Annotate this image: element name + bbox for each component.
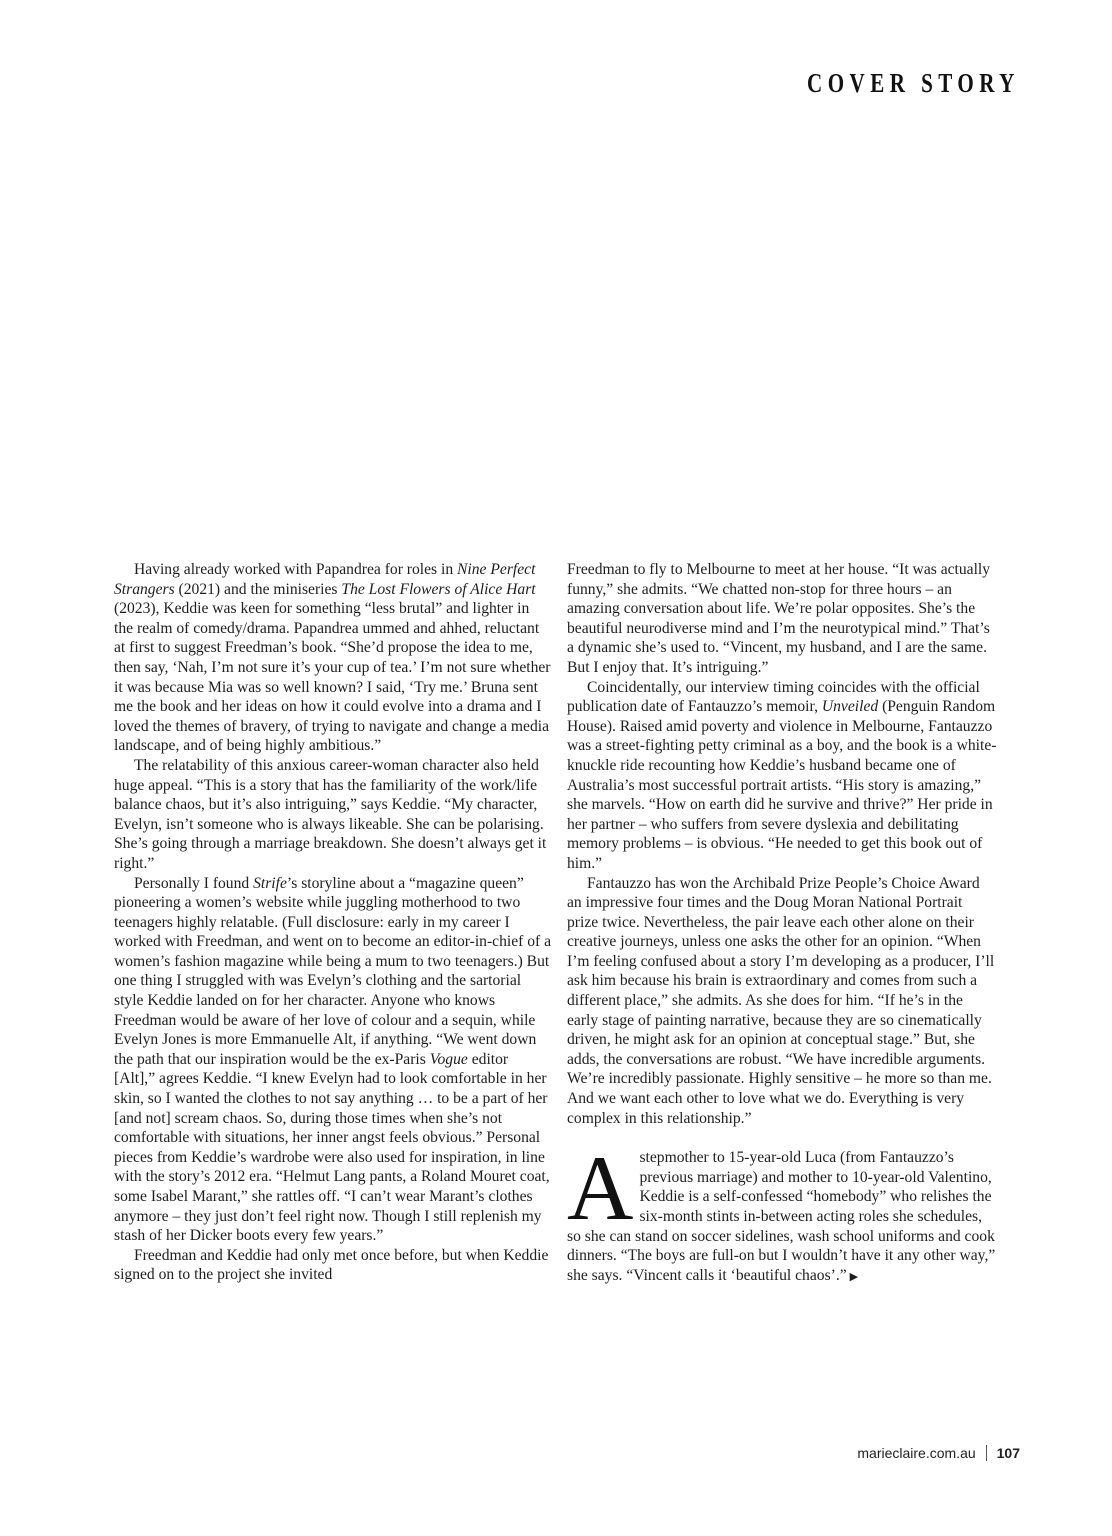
article-paragraph bbox=[567, 560, 997, 678]
paragraph-text: Freedman to fly to Melbourne to meet at her house. “It was actually funny,” she admits. “We chatted non-stop for three hours – an amazing conversation about life. We’re polar opposites. She’s the beautiful neurodiverse mind and I’m the neurotypical mind.” That’s a dynamic she’s used to. “Vincent, my husband, and I are the same. But I enjoy that. It’s intriguing.” bbox=[567, 561, 991, 676]
article-paragraph bbox=[114, 1246, 552, 1285]
italic-title: Unveiled bbox=[821, 698, 879, 716]
paragraph-text: Freedman and Keddie had only met once before, but when Keddie signed on to the project she invited bbox=[114, 1246, 549, 1284]
paragraph-text: Personally I found bbox=[134, 874, 254, 892]
article-paragraph bbox=[567, 874, 997, 1129]
paragraph-text: The relatability of this anxious career-woman character also held huge appeal. “This is a story that has the familiarity of the work/life balance chaos, but it’s also intriguing,” says Keddie. “My character, Evelyn, isn’t someone who is always likeable. She can be polarising. She’s going through a marriage breakdown. She doesn’t always get it right.” bbox=[114, 756, 547, 872]
footer-website: marieclaire.com.au bbox=[857, 1445, 976, 1461]
article-column-right bbox=[567, 560, 997, 1287]
paragraph-text: (2021) and the miniseries bbox=[174, 580, 342, 598]
article-paragraph bbox=[567, 678, 997, 874]
article-paragraph bbox=[114, 560, 552, 756]
paragraph-text: (2023), Keddie was keen for something “less brutal” and lighter in the realm of comedy/drama. Papandrea ummed and ahhed, reluctant at first to suggest Freedman’s book. “She’d propose the idea to me, then say, ‘Nah, I’m not sure it’s your cup of tea.’ I’m not sure whether it was because Mia was so well known? I said, ‘Try me.’ Bruna sent me the book and her ideas on how it could evolve into a drama and I loved the themes of bravery, of trying to navigate and change a media landscape, and of being highly ambitious.” bbox=[114, 600, 551, 755]
paragraph-text: editor [Alt],” agrees Keddie. “I knew Evelyn had to look comfortable in her skin, so I wanted the clothes to not say anything … to be a part of her [and not] scream chaos. So, during those times when she’s not comfortable with situations, her inner angst feels obvious.” Personal pieces from Keddie’s wardrobe were also used for inspiration, in line with the story’s 2012 era. “Helmut Lang pants, a Roland Mouret coat, some Isabel Marant,” she rattles off. “I can’t wear Marant’s clothes anymore – they just don’t feel right now. Though I still replenish my stash of her Dicker boots every few years.” bbox=[114, 1050, 550, 1245]
article-paragraph bbox=[114, 874, 552, 1246]
paragraph-text: (Penguin Random House). Raised amid poverty and violence in Melbourne, Fantauzzo was a street-fighting petty criminal as a boy, and the book is a white-knuckle ride recounting how Keddie’s husband became one of Australia’s most successful portrait artists. “His story is amazing,” she marvels. “How on earth did he survive and thrive?” Her pride in her partner – who suffers from severe dyslexia and debilitating memory problems – is obvious. “He needed to get this book out of him.” bbox=[567, 698, 997, 872]
section-label: COVER STORY bbox=[807, 68, 1020, 98]
page-footer bbox=[857, 1445, 1020, 1461]
paragraph-text: Fantauzzo has won the Archibald Prize People’s Choice Award an impressive four times and the Doug Moran National Portrait prize twice. Nevertheless, the pair leave each other alone on their creative journeys, unless one asks the other for an opinion. “When I’m feeling confused about a story I’m developing as a producer, I’ll ask him because his brain is extraordinary and comes from such a different place,” she admits. As she does for him. “If he’s in the early stage of painting narrative, because they are so cinematically driven, he might ask for an opinion at conceptual stage.” But, she adds, the conversations are robust. “We have incredible arguments. We’re incredibly passionate. Highly sensitive – he more so than me. And we want each other to love what we do. Everything is very complex in this relationship.” bbox=[567, 874, 995, 1127]
paragraph-text: Coincidentally, our interview timing coincides with the official publication date of Fantauzzo’s memoir, bbox=[567, 678, 980, 716]
paragraph-text: ’s storyline about a “magazine queen” pioneering a women’s website while juggling motherhood to two teenagers highly relatable. (Full disclosure: early in my career I worked with Freedman, and went on to become an editor-in-chief of a women’s fashion magazine while being a mum to two teenagers.) But one thing I struggled with was Evelyn’s clothing and the sartorial style Keddie landed on for her character. Anyone who knows Freedman would be aware of her love of colour and a sequin, while Evelyn Jones is more Emmanuelle Alt, if anything. “We went down the path that our inspiration would be the ex-Paris bbox=[114, 874, 552, 1068]
page-number: 107 bbox=[996, 1445, 1020, 1461]
dropcap-paragraph bbox=[567, 1137, 997, 1287]
italic-title: The Lost Flowers of Alice Hart bbox=[341, 580, 536, 598]
article-paragraph bbox=[114, 756, 552, 874]
paragraph-text: Having already worked with Papandrea for roles in bbox=[134, 561, 458, 578]
article-column-left bbox=[114, 560, 552, 1285]
end-mark-icon: ▶ bbox=[849, 1270, 859, 1283]
italic-title: Strife bbox=[253, 874, 287, 892]
italic-title: Nine Perfect Strangers bbox=[114, 561, 536, 598]
italic-title: Vogue bbox=[429, 1050, 468, 1068]
right-column-paragraphs bbox=[567, 560, 997, 1128]
dropcap-paragraph-text: stepmother to 15-year-old Luca (from Fantauzzo’s previous marriage) and mother to 10-year-old Valentino, Keddie is a self-confessed “homebody” who relishes the six-month stints in-between acting roles she schedules, so she can stand on soccer sidelines, wash school uniforms and cook dinners. “The boys are full-on but I wouldn’t have it any other way,” she says. “Vincent calls it ‘beautiful chaos’.” bbox=[567, 1149, 996, 1284]
drop-cap: A bbox=[567, 1137, 634, 1240]
footer-divider bbox=[986, 1445, 987, 1461]
